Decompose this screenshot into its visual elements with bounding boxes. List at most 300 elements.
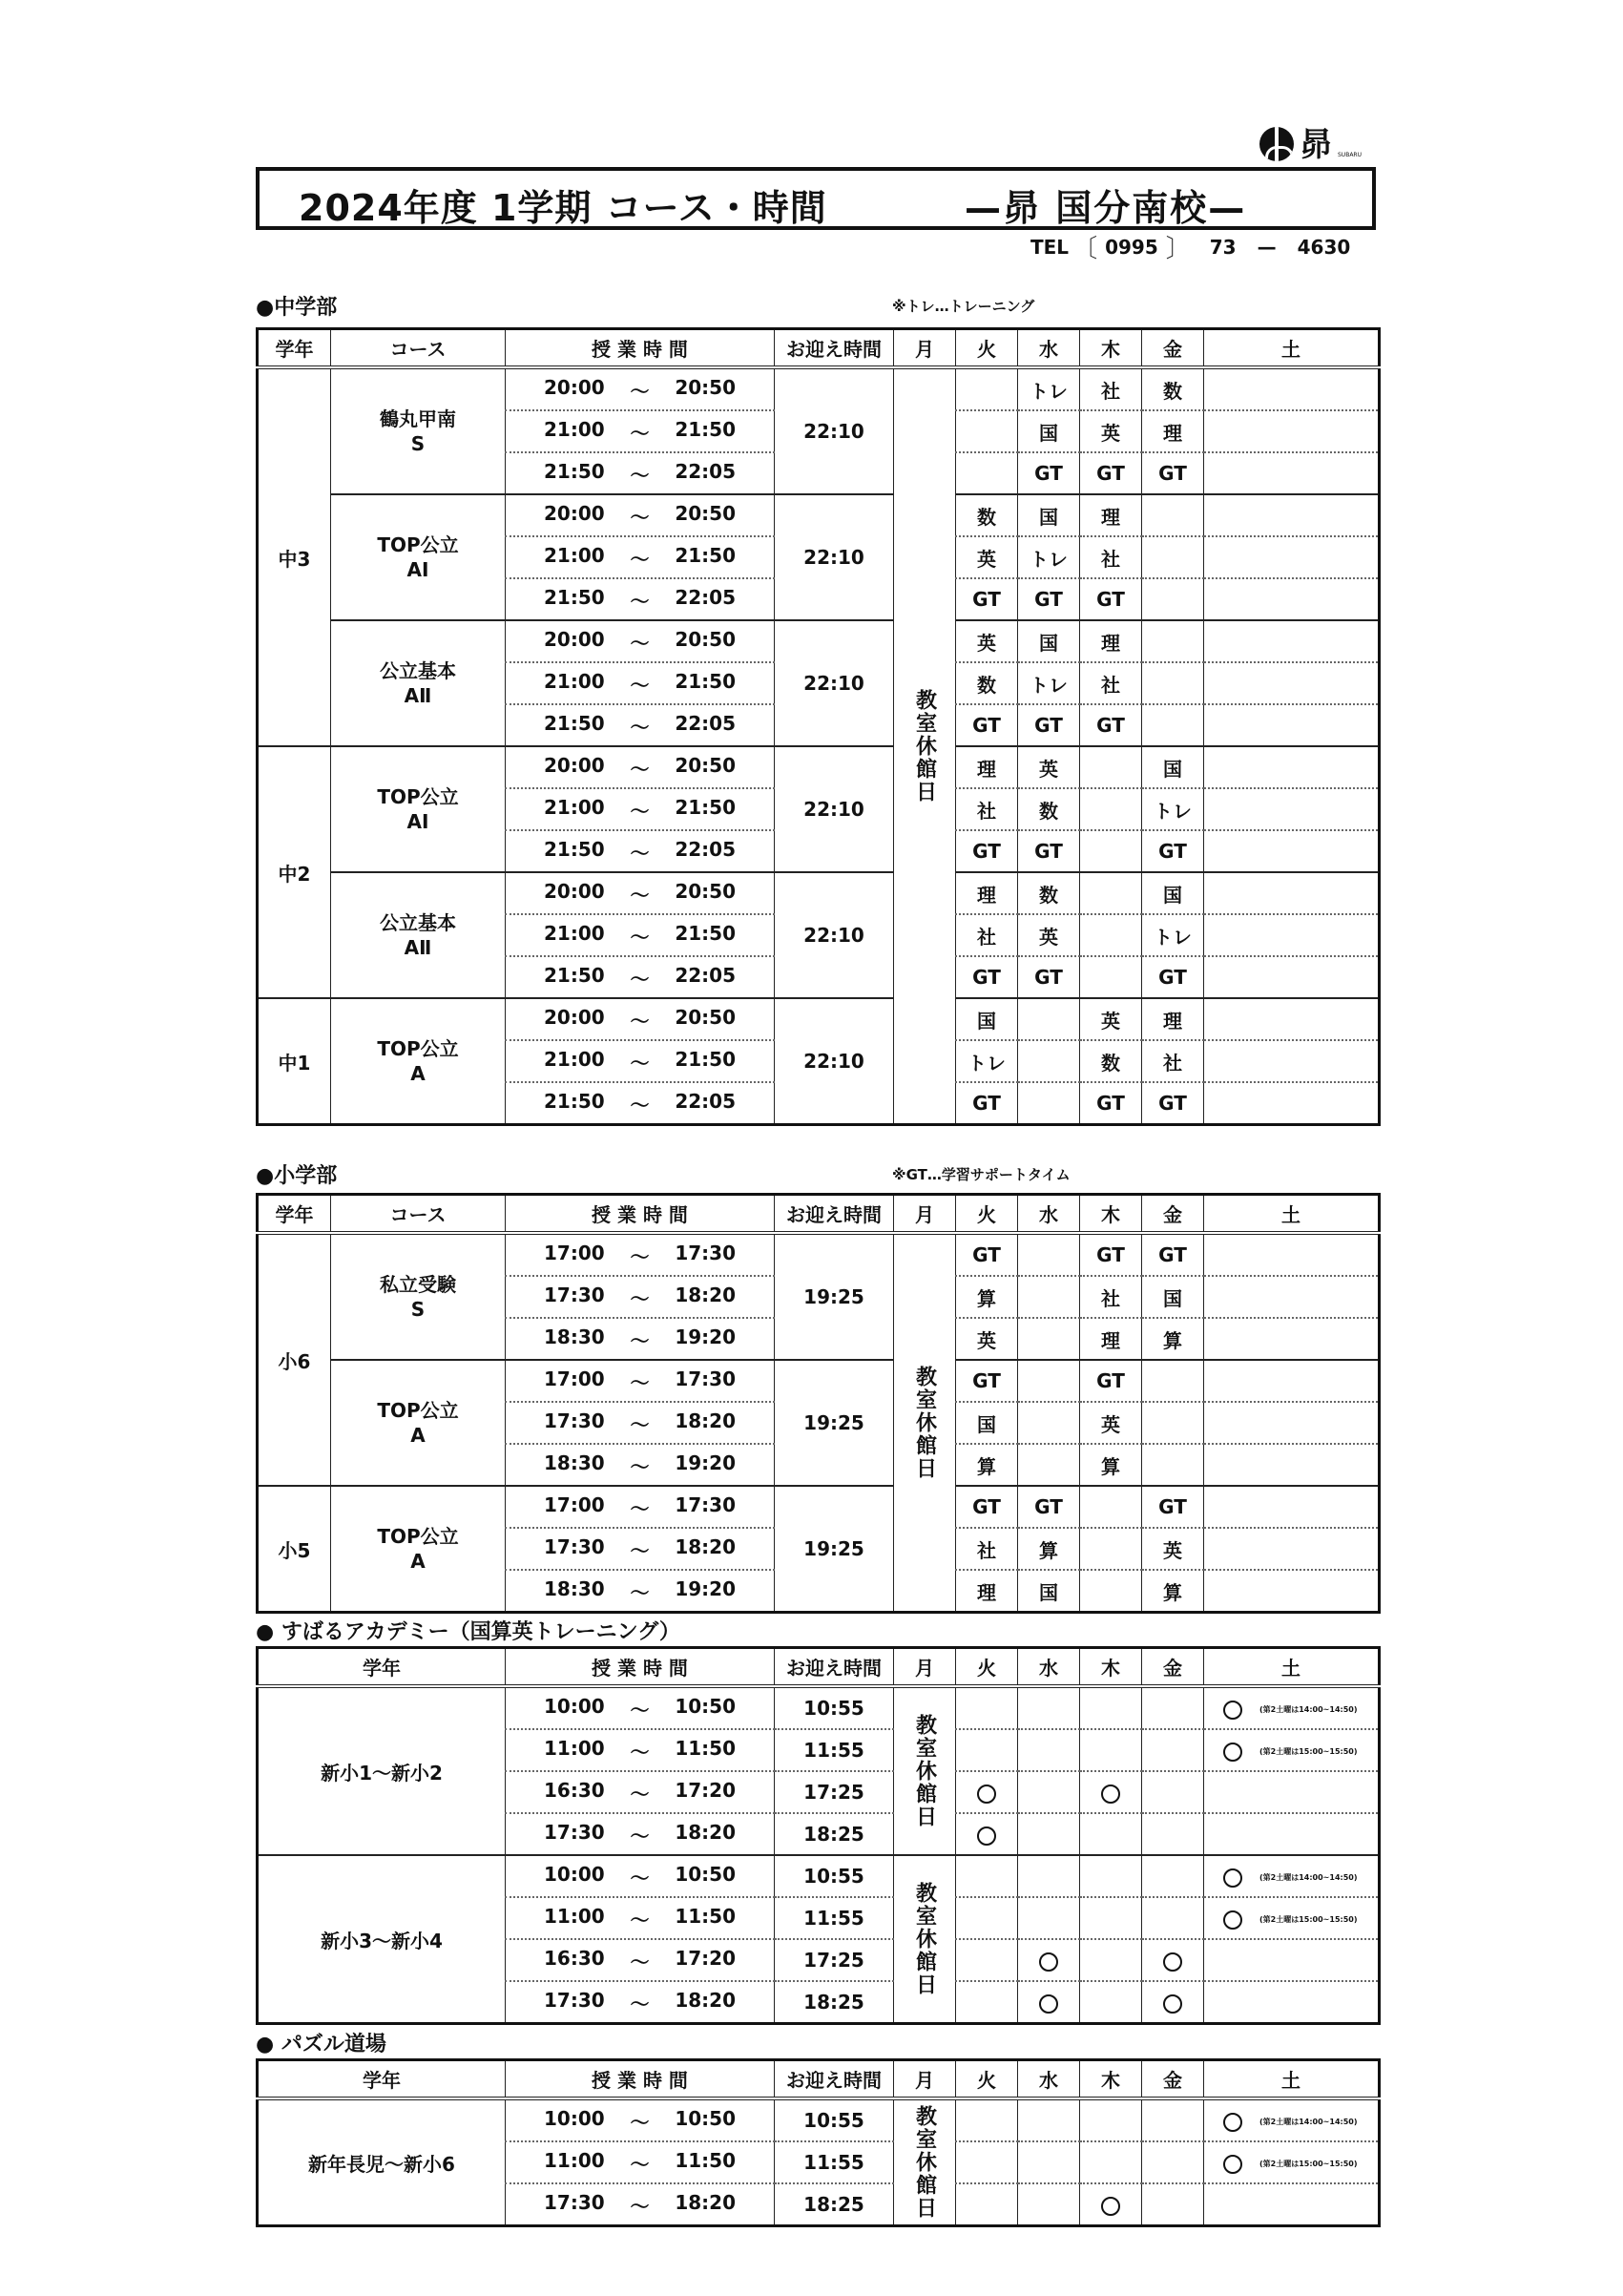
day-cell: [956, 367, 1018, 410]
circle-mark-icon: [1163, 1952, 1182, 1972]
header-row: [258, 2060, 1380, 2099]
saturday-note: (第2土曜は14:00~14:50): [1259, 1705, 1358, 1714]
day-cell: [1204, 1276, 1380, 1318]
day-cell: [1204, 956, 1380, 998]
day-cell: 算: [1142, 1318, 1204, 1360]
course-name-line: AⅡ: [404, 684, 432, 707]
day-cell: 社: [1080, 536, 1142, 578]
day-cell: [1204, 1233, 1380, 1276]
tilde: ～: [630, 757, 650, 781]
circle-mark-icon: [1223, 1701, 1242, 1720]
day-cell: 理: [1080, 620, 1142, 662]
course-cell: [331, 998, 506, 1125]
class-time-cell: [506, 1897, 775, 1939]
end-time: 20:50: [675, 501, 736, 525]
class-time: [506, 2191, 774, 2219]
col-day-1: 火: [956, 329, 1018, 368]
day-cell: 社: [1080, 662, 1142, 704]
start-time: 10:00: [544, 2106, 605, 2130]
tel-paren-open: 〔: [1072, 235, 1098, 263]
day-cell: [1204, 1040, 1380, 1082]
day-cell: [1142, 494, 1204, 536]
grade-cell: 新小1～新小2: [258, 1686, 506, 1855]
grade-cell: 中2: [258, 746, 331, 998]
day-cell: [1018, 1855, 1080, 1897]
class-time: [506, 670, 774, 698]
day-cell: GT: [1080, 1360, 1142, 1402]
class-time-cell: [506, 1686, 775, 1729]
day-cell: 社: [1080, 1276, 1142, 1318]
end-time: 22:05: [675, 1089, 736, 1113]
day-cell: 国: [1142, 1276, 1204, 1318]
col-day-5: 土: [1204, 2060, 1380, 2099]
class-time-cell: [506, 914, 775, 956]
day-cell: 理: [1080, 1318, 1142, 1360]
tilde: ～: [630, 1824, 650, 1847]
day-cell: GT: [956, 1360, 1018, 1402]
col-day-2: 水: [1018, 329, 1080, 368]
class-time-cell: [506, 494, 775, 536]
day-cell: GT: [956, 1486, 1018, 1528]
day-cell: トレ: [1142, 914, 1204, 956]
tilde: ～: [630, 799, 650, 823]
tilde: ～: [630, 463, 650, 487]
pickup-cell: 22:10: [775, 367, 894, 494]
start-time: 17:30: [544, 1409, 605, 1432]
day-cell: [1080, 1771, 1142, 1813]
start-time: 20:00: [544, 501, 605, 525]
day-cell: [1018, 1981, 1080, 2024]
day-cell: [1018, 1233, 1080, 1276]
col-grade: 学年: [258, 1648, 506, 1687]
day-cell: [1204, 1771, 1380, 1813]
day-cell: [1080, 956, 1142, 998]
table-row: [258, 2098, 1380, 2141]
day-cell: 数: [1018, 788, 1080, 830]
tilde: ～: [630, 1496, 650, 1520]
closed-day-cell: [894, 2098, 956, 2226]
closed-day-cell: [894, 367, 956, 1125]
course-cell: [331, 1486, 506, 1613]
day-cell: [1204, 872, 1380, 914]
end-time: 21:50: [675, 921, 736, 945]
grade-cell: 中1: [258, 998, 331, 1125]
tilde: ～: [630, 379, 650, 403]
start-time: 10:00: [544, 1862, 605, 1886]
start-time: 20:00: [544, 753, 605, 777]
pickup-cell: 11:55: [775, 1897, 894, 1939]
end-time: 21:50: [675, 1047, 736, 1071]
day-cell: [1018, 2098, 1080, 2141]
course-cell: [331, 872, 506, 998]
start-time: 21:50: [544, 711, 605, 735]
col-day-3: 木: [1080, 2060, 1142, 2099]
table-row: [258, 1233, 1380, 1276]
day-cell: [1142, 1813, 1204, 1855]
elementary-title: ●小学部: [256, 1164, 338, 1188]
closed-day-label: 教室休館日: [912, 1714, 937, 1828]
class-time-cell: [506, 536, 775, 578]
col-time: 授 業 時 間: [506, 2060, 775, 2099]
class-time-cell: [506, 1939, 775, 1981]
day-cell: 算: [1018, 1528, 1080, 1570]
course-name-line: A: [410, 1062, 426, 1085]
day-cell: [1018, 2141, 1080, 2183]
day-cell: [1080, 1813, 1142, 1855]
col-grade: 学年: [258, 2060, 506, 2099]
class-time: [506, 1695, 774, 1722]
end-time: 18:20: [675, 1988, 736, 2012]
class-time: [506, 1577, 774, 1605]
day-cell: 英: [956, 1318, 1018, 1360]
start-time: 17:30: [544, 1534, 605, 1558]
start-time: 21:50: [544, 963, 605, 987]
day-cell: 社: [956, 788, 1018, 830]
course-name-line: TOP公立: [377, 533, 459, 556]
logo-kanji: 昴: [1300, 126, 1332, 164]
day-cell: [1204, 1570, 1380, 1613]
logo-subtext: SUBARU: [1338, 152, 1362, 158]
day-cell: GT: [1018, 956, 1080, 998]
class-time: [506, 1006, 774, 1033]
day-cell: [1080, 1981, 1142, 2024]
class-time: [506, 1090, 774, 1117]
col-day-3: 木: [1080, 329, 1142, 368]
table-row: [258, 872, 1380, 914]
tilde: ～: [630, 1051, 650, 1075]
start-time: 20:00: [544, 627, 605, 651]
pickup-cell: 22:10: [775, 998, 894, 1125]
tel-exchange: 73: [1209, 235, 1237, 259]
day-cell: [1142, 1686, 1204, 1729]
day-cell: GT: [1018, 1486, 1080, 1528]
col-course: コース: [331, 329, 506, 368]
class-time-cell: [506, 1486, 775, 1528]
start-time: 21:00: [544, 417, 605, 441]
circle-mark-icon: [977, 1785, 996, 1804]
grade-cell: 新小3～新小4: [258, 1855, 506, 2024]
saturday-note: (第2土曜は15:00~15:50): [1259, 2160, 1358, 2168]
end-time: 20:50: [675, 1005, 736, 1029]
class-time-cell: [506, 704, 775, 746]
day-cell: トレ: [1142, 788, 1204, 830]
end-time: 11:50: [675, 1736, 736, 1760]
grade-cell: 小6: [258, 1233, 331, 1486]
col-day-4: 金: [1142, 2060, 1204, 2099]
class-time-cell: [506, 367, 775, 410]
pickup-cell: 22:10: [775, 494, 894, 620]
col-day-5: 土: [1204, 329, 1380, 368]
class-time-cell: [506, 956, 775, 998]
day-cell: [1204, 1813, 1380, 1855]
col-day-1: 火: [956, 1648, 1018, 1687]
day-cell: [1018, 1897, 1080, 1939]
tilde: ～: [630, 1908, 650, 1931]
end-time: 11:50: [675, 2148, 736, 2172]
day-cell: [1204, 1528, 1380, 1570]
day-cell: [1204, 2183, 1380, 2226]
end-time: 22:05: [675, 585, 736, 609]
day-cell: [956, 1729, 1018, 1771]
start-time: 10:00: [544, 1694, 605, 1718]
day-cell: 数: [1018, 872, 1080, 914]
closed-day-label: 教室休館日: [912, 1366, 937, 1480]
day-cell: 数: [956, 662, 1018, 704]
class-time: [506, 754, 774, 782]
class-time-cell: [506, 1318, 775, 1360]
course-name-line: S: [410, 1298, 426, 1321]
tilde: ～: [630, 505, 650, 529]
col-day-3: 木: [1080, 1195, 1142, 1234]
tilde: ～: [630, 715, 650, 739]
col-day-2: 水: [1018, 1648, 1080, 1687]
end-time: 21:50: [675, 669, 736, 693]
day-cell: GT: [1080, 704, 1142, 746]
closed-day-cell: [894, 1855, 956, 2024]
pickup-cell: 18:25: [775, 1813, 894, 1855]
class-time: [506, 544, 774, 572]
day-cell: [1080, 2141, 1142, 2183]
end-time: 19:20: [675, 1325, 736, 1348]
day-cell: [1142, 536, 1204, 578]
day-cell: [956, 2098, 1018, 2141]
pickup-cell: 22:10: [775, 746, 894, 872]
start-time: 18:30: [544, 1451, 605, 1474]
day-cell: [1204, 1082, 1380, 1125]
end-time: 21:50: [675, 795, 736, 819]
class-time: [506, 922, 774, 950]
end-time: 20:50: [675, 879, 736, 903]
class-time: [506, 1242, 774, 1269]
day-cell: [1018, 1729, 1080, 1771]
course-cell: [331, 494, 506, 620]
day-cell: [1204, 578, 1380, 620]
end-time: 22:05: [675, 711, 736, 735]
day-cell: [1018, 1040, 1080, 1082]
day-cell: [1204, 536, 1380, 578]
day-cell: 理: [1080, 494, 1142, 536]
class-time: [506, 1284, 774, 1311]
class-time-cell: [506, 872, 775, 914]
pickup-cell: 10:55: [775, 1855, 894, 1897]
end-time: 18:20: [675, 1409, 736, 1432]
circle-mark-icon: [1223, 1743, 1242, 1762]
day-cell: [1018, 1318, 1080, 1360]
col-day-1: 火: [956, 2060, 1018, 2099]
class-time-cell: [506, 620, 775, 662]
end-time: 21:50: [675, 543, 736, 567]
tilde: ～: [630, 631, 650, 655]
closed-day-label: 教室休館日: [912, 1882, 937, 1996]
day-cell: [1204, 1981, 1380, 2024]
tilde: ～: [630, 967, 650, 991]
day-cell: [1018, 1360, 1080, 1402]
tilde: ～: [630, 925, 650, 949]
table-row: [258, 1360, 1380, 1402]
day-cell: GT: [1080, 1233, 1142, 1276]
day-cell: [956, 1771, 1018, 1813]
course-name-line: AⅠ: [406, 558, 429, 581]
day-cell: [1142, 1444, 1204, 1486]
course-name-line: A: [410, 1424, 426, 1447]
tilde: ～: [630, 2152, 650, 2176]
end-time: 20:50: [675, 375, 736, 399]
school-name: —昴 国分南校—: [965, 187, 1247, 229]
day-cell: 国: [956, 998, 1018, 1040]
class-time: [506, 502, 774, 530]
start-time: 20:00: [544, 879, 605, 903]
day-cell: 国: [956, 1402, 1018, 1444]
class-time-cell: [506, 410, 775, 452]
tilde: ～: [630, 1412, 650, 1436]
col-pickup: お迎え時間: [775, 1195, 894, 1234]
header-row: [258, 1648, 1380, 1687]
pickup-cell: 11:55: [775, 2141, 894, 2183]
col-day-4: 金: [1142, 329, 1204, 368]
class-time: [506, 880, 774, 908]
day-cell: [956, 1981, 1018, 2024]
day-cell: [1142, 1360, 1204, 1402]
day-cell: [1018, 2183, 1080, 2226]
table-row: [258, 620, 1380, 662]
tel-paren-close: 〕: [1165, 235, 1191, 263]
day-cell: 国: [1142, 746, 1204, 788]
class-time: [506, 1535, 774, 1563]
class-time-cell: [506, 1082, 775, 1125]
day-cell: 数: [956, 494, 1018, 536]
course-cell: [331, 367, 506, 494]
start-time: 21:50: [544, 837, 605, 861]
day-cell: [1142, 1402, 1204, 1444]
start-time: 17:00: [544, 1241, 605, 1264]
end-time: 20:50: [675, 753, 736, 777]
tilde: ～: [630, 1866, 650, 1889]
tilde: ～: [630, 1009, 650, 1033]
pickup-cell: 17:25: [775, 1771, 894, 1813]
day-cell: GT: [1018, 830, 1080, 872]
day-cell: [1204, 1897, 1380, 1939]
day-cell: [1018, 998, 1080, 1040]
day-cell: GT: [956, 1082, 1018, 1125]
col-course: コース: [331, 1195, 506, 1234]
tilde: ～: [630, 883, 650, 907]
table-row: [258, 998, 1380, 1040]
day-cell: [1204, 1444, 1380, 1486]
tilde: ～: [630, 673, 650, 697]
day-cell: 英: [1080, 1402, 1142, 1444]
end-time: 17:20: [675, 1946, 736, 1970]
end-time: 19:20: [675, 1576, 736, 1600]
tel-dash: —: [1257, 235, 1277, 259]
class-time-cell: [506, 1813, 775, 1855]
table-row: [258, 1855, 1380, 1897]
pickup-cell: 19:25: [775, 1233, 894, 1360]
day-cell: [1204, 410, 1380, 452]
course-name-line: 鶴丸甲南: [380, 407, 456, 430]
col-day-3: 木: [1080, 1648, 1142, 1687]
day-cell: [956, 452, 1018, 494]
day-cell: 英: [1080, 998, 1142, 1040]
day-cell: [1142, 2098, 1204, 2141]
day-cell: [956, 1939, 1018, 1981]
day-cell: 数: [1080, 1040, 1142, 1082]
pickup-cell: 22:10: [775, 872, 894, 998]
class-time-cell: [506, 1729, 775, 1771]
day-cell: 算: [1142, 1570, 1204, 1613]
day-cell: 理: [1142, 998, 1204, 1040]
day-cell: 英: [1018, 914, 1080, 956]
class-time: [506, 628, 774, 656]
class-time-cell: [506, 1855, 775, 1897]
tilde: ～: [630, 1740, 650, 1764]
course-name-line: AⅠ: [406, 810, 429, 833]
course-name-line: TOP公立: [377, 785, 459, 808]
table-row: [258, 367, 1380, 410]
closed-day-cell: [894, 1233, 956, 1613]
class-time-cell: [506, 1771, 775, 1813]
day-cell: [1142, 620, 1204, 662]
tilde: ～: [630, 589, 650, 613]
end-time: 17:20: [675, 1778, 736, 1802]
class-time-cell: [506, 1570, 775, 1613]
tilde: ～: [630, 1950, 650, 1973]
col-day-5: 土: [1204, 1648, 1380, 1687]
col-day-0: 月: [894, 2060, 956, 2099]
col-time: 授 業 時 間: [506, 1648, 775, 1687]
start-time: 11:00: [544, 2148, 605, 2172]
class-time: [506, 964, 774, 991]
header-row: [258, 1195, 1380, 1234]
start-time: 16:30: [544, 1778, 605, 1802]
class-time: [506, 1325, 774, 1353]
day-cell: [1080, 788, 1142, 830]
course-cell: [331, 746, 506, 872]
day-cell: 英: [1142, 1528, 1204, 1570]
col-day-0: 月: [894, 329, 956, 368]
day-cell: [1204, 662, 1380, 704]
day-cell: GT: [1018, 704, 1080, 746]
day-cell: GT: [1142, 1486, 1204, 1528]
start-time: 21:00: [544, 1047, 605, 1071]
start-time: 20:00: [544, 1005, 605, 1029]
day-cell: [1204, 1686, 1380, 1729]
end-time: 11:50: [675, 1904, 736, 1928]
tilde: ～: [630, 547, 650, 571]
day-cell: [1204, 830, 1380, 872]
day-cell: [1204, 746, 1380, 788]
day-cell: 算: [956, 1444, 1018, 1486]
col-day-5: 土: [1204, 1195, 1380, 1234]
day-cell: [1018, 1276, 1080, 1318]
day-cell: [1204, 1486, 1380, 1528]
day-cell: 社: [956, 914, 1018, 956]
start-time: 18:30: [544, 1325, 605, 1348]
day-cell: [1018, 1813, 1080, 1855]
table-row: [258, 746, 1380, 788]
tilde: ～: [630, 1580, 650, 1604]
tilde: ～: [630, 1370, 650, 1394]
col-time: 授 業 時 間: [506, 1195, 775, 1234]
tilde: ～: [630, 1782, 650, 1805]
class-time: [506, 460, 774, 488]
start-time: 21:00: [544, 669, 605, 693]
day-cell: [1142, 1771, 1204, 1813]
class-time: [506, 796, 774, 824]
course-name-line: TOP公立: [377, 1525, 459, 1548]
day-cell: [1204, 1939, 1380, 1981]
day-cell: [1142, 578, 1204, 620]
day-cell: 国: [1018, 410, 1080, 452]
